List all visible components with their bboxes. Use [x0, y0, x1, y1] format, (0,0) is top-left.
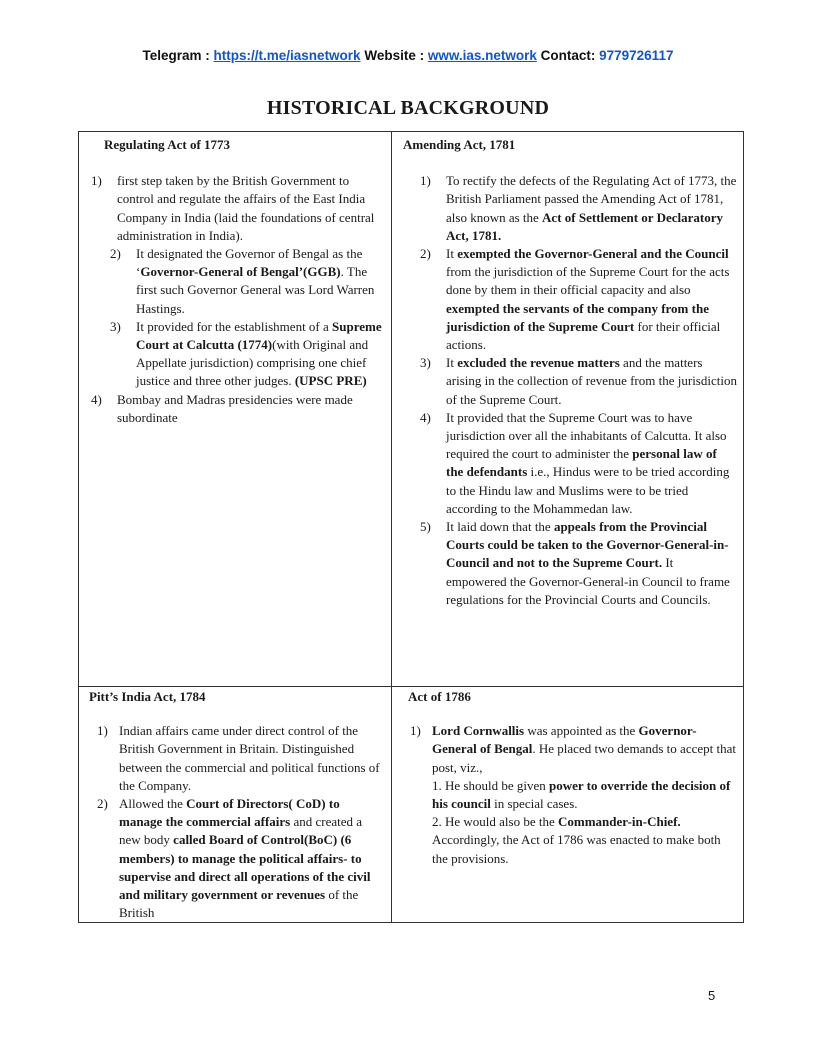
list-item: 1) first step taken by the British Government to control and regulate the affairs of the East India Company in India (laid the foundations of central administration in India). — [91, 173, 375, 243]
list-item: 2) It designated the Governor of Bengal as the ‘Governor-General of Bengal’(GGB). The first such Governor General was Lord Warren Hastings. — [110, 246, 375, 316]
list-item: 1) Lord Cornwallis was appointed as the Governor-General of Bengal. He placed two demands to accept that post, viz., 1. He should be given power to override the decision of his council in special cases. 2. He would also be the Commander-in-Chief. Accordingly, the Act of 1786 was enacted to make both the provisions. — [410, 723, 736, 866]
telegram-link[interactable]: https://t.me/iasnetwork — [213, 48, 361, 63]
list-item: 3) It provided for the establishment of a Supreme Court at Calcutta (1774)(with Original and Appellate jurisdiction) comprising one chief justice and three other judges. (UPSC PRE) — [110, 318, 382, 389]
page-title: HISTORICAL BACKGROUND — [266, 97, 550, 119]
regulating-act-title: Regulating Act of 1773 — [104, 137, 231, 152]
list-item: 1) To rectify the defects of the Regulating Act of 1773, the British Parliament passed the Amending Act of 1781, also known as the Act of Settlement or Declaratory Act, 1781. — [420, 173, 737, 243]
list-item: 1) Indian affairs came under direct control of the British Government in Britain. Distinguished between the commercial and political functions of the Company. — [97, 723, 380, 793]
list-item: 2) Allowed the Court of Directors( CoD) to manage the commercial affairs and created a new body called Board of Control(BoC) (6 members) to manage the political affairs- to supervise and direct all operations of the civil and military government or revenues of the British — [97, 796, 371, 921]
website-label: Website : — [360, 48, 428, 63]
pitts-india-act-title: Pitt’s India Act, 1784 — [89, 689, 206, 704]
website-link[interactable]: www.ias.network — [427, 48, 537, 63]
contact-label: Contact: — [536, 48, 600, 63]
telegram-label: Telegram : — [142, 48, 214, 63]
list-item: 4) Bombay and Madras presidencies were made subordinate — [91, 391, 353, 425]
amending-act-title: Amending Act, 1781 — [403, 137, 516, 152]
contact-number: 9779726117 — [599, 48, 674, 63]
pitts-india-act-cell — [79, 687, 392, 923]
act-1786-cell — [392, 687, 744, 923]
act-1786-title: Act of 1786 — [408, 689, 471, 704]
list-item: 5) It laid down that the appeals from the Provincial Courts could be taken to the Governor-General-in-Council and not to the Supreme Court. It empowered the Governor-General-in Council to frame regulations for the Provincial Courts and Councils. — [420, 519, 730, 607]
list-item: 2) It exempted the Governor-General and the Council from the jurisdiction of the Supreme Court for the acts done by them in their official capacity and also exempted the servants of the company from the jurisdiction of the Supreme Court for their official actions. — [420, 246, 730, 353]
page-header — [0, 48, 816, 63]
amending-act-cell — [392, 132, 744, 687]
regulating-act-cell — [79, 132, 392, 687]
page-number: 5 — [708, 988, 716, 1003]
list-item: 4) It provided that the Supreme Court was to have jurisdiction over all the inhabitants of Calcutta. It also required the court to administer the personal law of the defendants i.e., Hindus were to be tried according to the Hindu law and Muslims were to be tried according to the Mohammedan law. — [420, 409, 730, 516]
list-item: 3) It excluded the revenue matters and the matters arising in the collection of revenue from the jurisdiction of the Supreme Court. — [420, 355, 737, 407]
acts-table — [78, 131, 744, 923]
